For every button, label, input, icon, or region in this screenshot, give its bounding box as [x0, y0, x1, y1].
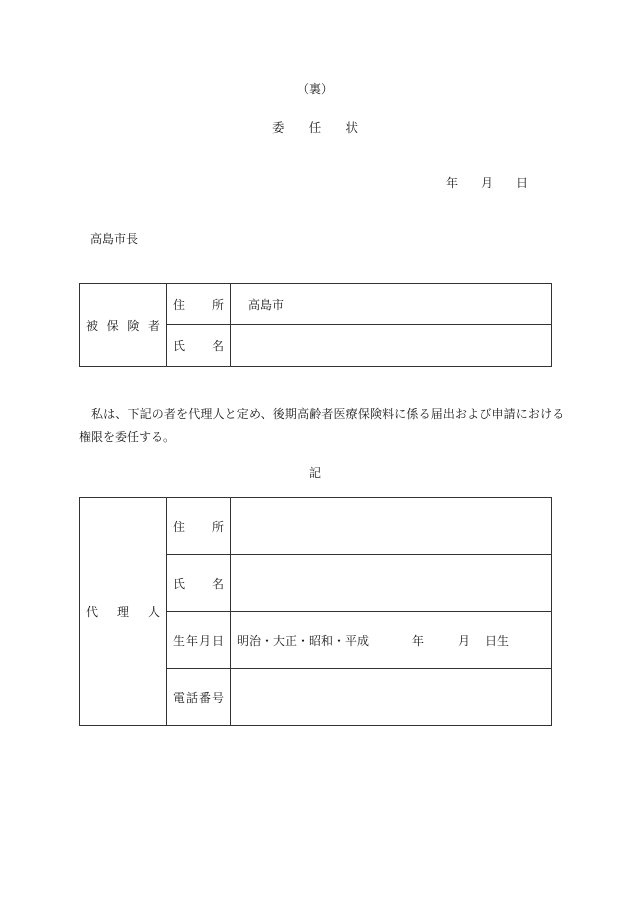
label-char: 険: [127, 318, 140, 333]
statement-line-2: 権限を委任する。: [79, 430, 176, 444]
date-line: [446, 174, 528, 191]
date-year: 年: [446, 176, 459, 190]
label-char: 名: [211, 339, 224, 353]
agent-group-label: [80, 498, 167, 726]
insured-name-field[interactable]: [231, 325, 552, 367]
label-char: 保: [106, 318, 119, 333]
insured-name-value: [231, 339, 248, 353]
label-char: 番: [198, 690, 211, 705]
birth-year-unit: 年: [412, 634, 425, 648]
agent-birthdate-label: [167, 612, 231, 669]
insured-address-label: [167, 284, 231, 325]
label-char: 話: [185, 690, 198, 705]
agent-phone-field[interactable]: [231, 669, 552, 726]
agent-name-label: [167, 555, 231, 612]
insured-name-label: [167, 325, 231, 367]
label-char: 所: [211, 519, 224, 534]
date-month: 月: [480, 176, 493, 190]
insured-address-value: 高島市: [248, 297, 285, 312]
document-title: [272, 118, 358, 136]
label-char: 生: [173, 633, 186, 648]
agent-table: [79, 497, 552, 726]
label-char: 人: [147, 605, 160, 619]
label-char: 月: [198, 633, 211, 648]
label-char: 号: [211, 690, 224, 705]
agent-address-field[interactable]: [231, 498, 552, 555]
ki-label: 記: [308, 466, 321, 480]
insured-table: [79, 283, 552, 367]
title-char: 状: [345, 120, 358, 135]
insured-group-label: [80, 284, 167, 367]
date-day: 日: [515, 176, 528, 190]
statement-line-1: 私は、下記の者を代理人と定め、後期高齢者医療保険料に係る届出および申請における: [91, 407, 565, 421]
agent-name-field[interactable]: [231, 555, 552, 612]
insured-address-field[interactable]: [231, 284, 552, 325]
label-char: 住: [173, 297, 186, 312]
label-char: 氏: [173, 339, 186, 353]
side-label: （裏）: [296, 82, 333, 96]
label-char: 理: [116, 605, 129, 619]
label-char: 被: [86, 318, 99, 333]
addressee: 高島市長: [90, 232, 139, 246]
label-char: 年: [185, 633, 198, 648]
label-char: 電: [173, 690, 186, 705]
delegation-statement: [79, 405, 565, 445]
label-char: 住: [173, 519, 186, 534]
agent-phone-label: [167, 669, 231, 726]
agent-address-label: [167, 498, 231, 555]
label-char: 名: [211, 576, 224, 591]
title-char: 任: [308, 120, 322, 135]
label-char: 氏: [173, 576, 186, 591]
label-char: 日: [211, 633, 224, 648]
era-options: 明治・大正・昭和・平成: [237, 634, 370, 648]
label-char: 代: [86, 605, 99, 619]
agent-birthdate-field[interactable]: [231, 612, 552, 669]
birth-month-unit: 月: [458, 634, 471, 648]
label-char: 所: [211, 297, 224, 312]
label-char: 者: [147, 318, 160, 333]
title-char: 委: [272, 120, 285, 135]
birth-day-unit: 日生: [485, 634, 510, 648]
